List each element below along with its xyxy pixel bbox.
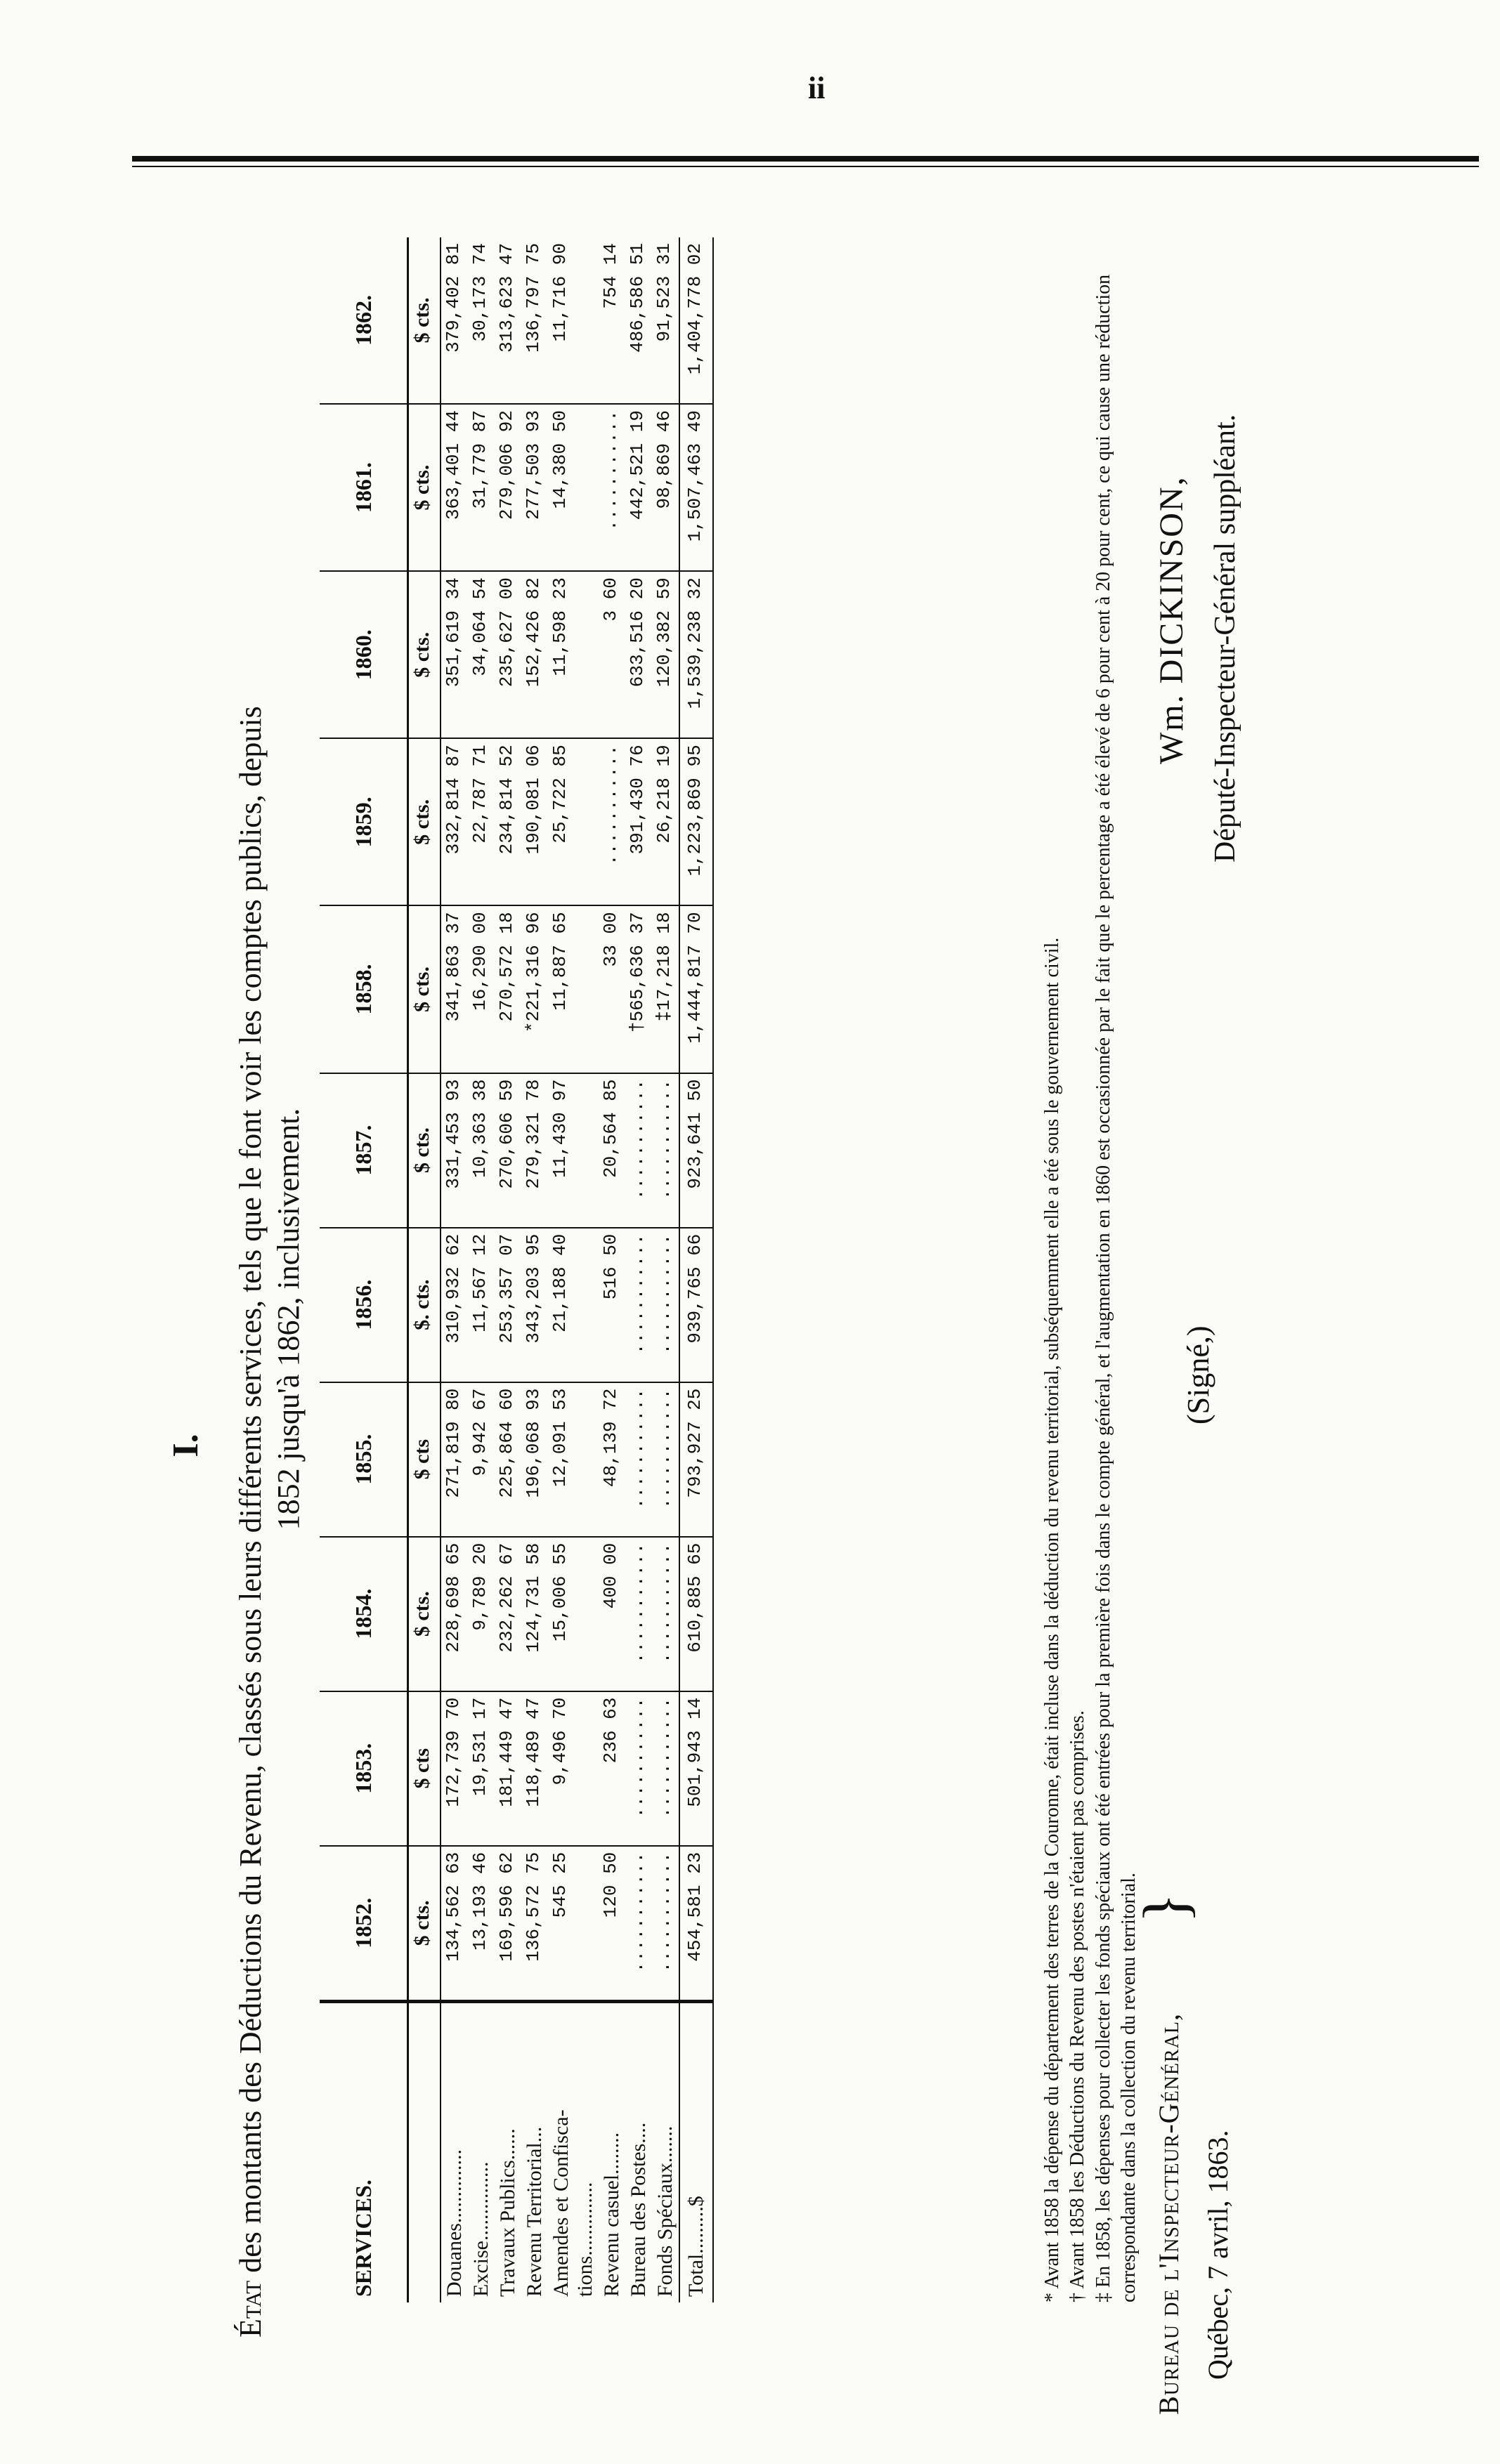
amount-cell: 442,521 19	[625, 404, 652, 571]
section-number: I.	[166, 1434, 206, 1457]
amount-cell: 313,623 47	[495, 237, 521, 404]
amount-cell: 16,290 00	[468, 905, 495, 1073]
brace: }	[1131, 1892, 1201, 1923]
amount-cell: 190,081 06	[521, 738, 548, 905]
table-row	[652, 237, 679, 2302]
amount-cell: 120,382 59	[652, 571, 679, 738]
total-cell: 610,885 65	[679, 1537, 713, 1691]
column-header-year: 1854.	[320, 1537, 408, 1691]
service-name: Douanes..............	[443, 2149, 466, 2297]
amount-cell: 9,942 67	[468, 1382, 495, 1537]
table-row	[599, 237, 625, 2302]
rotated-content	[0, 181, 1265, 2464]
column-header-year: 1853.	[320, 1691, 408, 1846]
total-cell: 793,927 25	[679, 1382, 713, 1537]
amount-cell: †565,636 37	[625, 905, 652, 1073]
signed-mark: (Signé,)	[1181, 1325, 1215, 1424]
amount-cell: ...........	[599, 404, 625, 571]
amount-cell: 20,564 85	[599, 1073, 625, 1228]
amount-cell: 11,716 90	[548, 237, 599, 404]
bureau-name: Bureau de l'Inspecteur-Général,	[1153, 2013, 1185, 2415]
top-rule-thin	[132, 166, 1479, 167]
amount-cell: 172,739 70	[441, 1691, 468, 1846]
amount-cell: 11,887 65	[548, 905, 599, 1073]
total-cell: 454,581 23	[679, 1846, 713, 2002]
amount-cell: 277,503 93	[521, 404, 548, 571]
amount-cell: 124,731 58	[521, 1537, 548, 1691]
service-name: Revenu casuel........	[600, 2132, 623, 2297]
amount-cell: 120 50	[599, 1846, 625, 2002]
amount-cell: 332,814 87	[441, 738, 468, 905]
amount-cell: ...........	[652, 1228, 679, 1382]
service-name: Excise...............	[469, 2161, 493, 2297]
unit-row	[408, 237, 441, 2302]
amount-cell: 30,173 74	[468, 237, 495, 404]
service-name: Travaux Publics......	[496, 2128, 519, 2297]
amount-cell: ...........	[652, 1382, 679, 1537]
amount-cell: 11,567 12	[468, 1228, 495, 1382]
amount-cell: 271,819 80	[441, 1382, 468, 1537]
unit-label: $ cts.	[408, 404, 441, 571]
amount-cell: 363,401 44	[441, 404, 468, 571]
column-header-year: 1860.	[320, 571, 408, 738]
total-label: Total.........$	[679, 2002, 713, 2303]
amount-cell: 13,193 46	[468, 1846, 495, 2002]
amount-cell: 343,203 95	[521, 1228, 548, 1382]
table-row	[468, 237, 495, 2302]
amount-cell: 136,572 75	[521, 1846, 548, 2002]
amount-cell: 31,779 87	[468, 404, 495, 571]
amount-cell: 14,380 50	[548, 404, 599, 571]
amount-cell: 754 14	[599, 237, 625, 404]
amount-cell: 545 25	[548, 1846, 599, 2002]
amount-cell: 26,218 19	[652, 738, 679, 905]
amount-cell: ...........	[625, 1846, 652, 2002]
amount-cell: 98,869 46	[652, 404, 679, 571]
amount-cell: 633,516 20	[625, 571, 652, 738]
total-cell: 1,539,238 32	[679, 571, 713, 738]
amount-cell: 15,006 55	[548, 1537, 599, 1691]
column-header-year: 1858.	[320, 905, 408, 1073]
amount-cell: 391,430 76	[625, 738, 652, 905]
amount-cell: 400 00	[599, 1537, 625, 1691]
amount-cell: *221,316 96	[521, 905, 548, 1073]
table-row	[441, 237, 468, 2302]
amount-cell: 19,531 17	[468, 1691, 495, 1846]
amount-cell: 9,496 70	[548, 1691, 599, 1846]
amount-cell: ...........	[625, 1073, 652, 1228]
amount-cell: 169,596 62	[495, 1846, 521, 2002]
amount-cell: 25,722 85	[548, 738, 599, 905]
total-cell: 939,765 66	[679, 1228, 713, 1382]
amount-cell: 152,426 82	[521, 571, 548, 738]
amount-cell: 21,188 40	[548, 1228, 599, 1382]
amount-cell: ‡17,218 18	[652, 905, 679, 1073]
page-number: ii	[808, 71, 826, 105]
total-cell: 1,507,463 49	[679, 404, 713, 571]
table-title	[232, 301, 307, 2338]
place-date: Québec, 7 avril, 1863.	[1202, 2130, 1234, 2380]
service-name: Revenu Territorial...	[523, 2126, 546, 2297]
footnote-star: * Avant 1858 la dépense du département des terres de la Couronne, était incluse dans la déduction du revenu territorial, subséquemment elle a été sous le gouvernement civil.	[1041, 937, 1063, 2302]
column-header-year: 1852.	[320, 1846, 408, 2002]
signatory-name: Wm. DICKINSON,	[1153, 476, 1190, 764]
unit-label: $ cts.	[408, 237, 441, 404]
amount-cell: ...........	[652, 1846, 679, 2002]
amount-cell: ...........	[625, 1691, 652, 1846]
footnote-double-dagger: ‡ En 1858, les dépenses pour collecter les fonds spéciaux ont été entrées pour la première fois dans le compte général, et l'augmentation en 1860 est occasionnée par le fait que le percentage a été élevé de 6 pour cent à 20 pour cent, ce qui cause une réduction correspondante dans la collection du revenu territorial.	[1092, 274, 1140, 2302]
amount-cell: 270,606 59	[495, 1073, 521, 1228]
amount-cell: ...........	[652, 1691, 679, 1846]
table-row	[521, 237, 548, 2302]
table-row	[548, 237, 599, 2302]
unit-label: $ cts.	[408, 905, 441, 1073]
amount-cell: ...........	[625, 1537, 652, 1691]
amount-cell: 253,357 07	[495, 1228, 521, 1382]
amount-cell: 232,262 67	[495, 1537, 521, 1691]
column-header-year: 1862.	[320, 237, 408, 404]
total-cell: 1,223,869 95	[679, 738, 713, 905]
amount-cell: 9,789 20	[468, 1537, 495, 1691]
amount-cell: 10,363 38	[468, 1073, 495, 1228]
total-cell: 1,404,778 02	[679, 237, 713, 404]
table-row	[495, 237, 521, 2302]
amount-cell: 34,064 54	[468, 571, 495, 738]
footnote-dagger: † Avant 1858 les Déductions du Revenu des postes n'étaient pas comprises.	[1067, 1710, 1089, 2302]
service-name: Amendes et Confisca- tions..............	[549, 2109, 596, 2297]
amount-cell: 310,932 62	[441, 1228, 468, 1382]
amount-cell: 236 63	[599, 1691, 625, 1846]
unit-label: $ cts.	[408, 1846, 441, 2002]
amount-cell: 379,402 81	[441, 237, 468, 404]
amount-cell: ...........	[599, 738, 625, 905]
amount-cell: 341,863 37	[441, 905, 468, 1073]
unit-label: $. cts.	[408, 1228, 441, 1382]
title-line-2: 1852 jusqu'à 1862, inclusivement.	[270, 1108, 306, 1531]
unit-label: $ cts	[408, 1382, 441, 1537]
unit-label	[408, 2002, 441, 2303]
header-row	[320, 237, 408, 2302]
amount-cell: 136,797 75	[521, 237, 548, 404]
unit-label: $ cts.	[408, 571, 441, 738]
amount-cell: 11,598 23	[548, 571, 599, 738]
service-name: Bureau des Postes....	[627, 2122, 650, 2297]
amount-cell: 11,430 97	[548, 1073, 599, 1228]
amount-cell: 279,321 78	[521, 1073, 548, 1228]
amount-cell: 331,453 93	[441, 1073, 468, 1228]
amount-cell: 235,627 00	[495, 571, 521, 738]
amount-cell: 118,489 47	[521, 1691, 548, 1846]
title-first-word: État	[233, 2280, 268, 2338]
revenue-deductions-table	[320, 237, 714, 2302]
amount-cell: 91,523 31	[652, 237, 679, 404]
amount-cell: 48,139 72	[599, 1382, 625, 1537]
amount-cell: ...........	[652, 1073, 679, 1228]
amount-cell: 516 50	[599, 1228, 625, 1382]
amount-cell: 33 00	[599, 905, 625, 1073]
amount-cell: 351,619 34	[441, 571, 468, 738]
column-header-year: 1855.	[320, 1382, 408, 1537]
amount-cell: 225,864 60	[495, 1382, 521, 1537]
title-line-1: des montants des Déductions du Revenu, classés sous leurs différents services, tels que le font voir les comptes publics, depuis	[233, 706, 268, 2281]
amount-cell: 134,562 63	[441, 1846, 468, 2002]
amount-cell: 270,572 18	[495, 905, 521, 1073]
total-cell: 923,641 50	[679, 1073, 713, 1228]
column-header-year: 1857.	[320, 1073, 408, 1228]
signatory-title: Député-Inspecteur-Général suppléant.	[1209, 414, 1241, 863]
amount-cell: 228,698 65	[441, 1537, 468, 1691]
column-header-services: SERVICES.	[320, 2002, 408, 2303]
service-name: Fonds Spéciaux.......	[653, 2125, 677, 2297]
amount-cell: 22,787 71	[468, 738, 495, 905]
amount-cell: 3 60	[599, 571, 625, 738]
total-cell: 501,943 14	[679, 1691, 713, 1846]
column-header-year: 1861.	[320, 404, 408, 571]
amount-cell: 12,091 53	[548, 1382, 599, 1537]
footnotes	[1040, 223, 1142, 2302]
amount-cell: 196,068 93	[521, 1382, 548, 1537]
table-row	[625, 237, 652, 2302]
amount-cell: 279,006 92	[495, 404, 521, 571]
top-rule	[132, 156, 1479, 162]
amount-cell: 181,449 47	[495, 1691, 521, 1846]
column-header-year: 1856.	[320, 1228, 408, 1382]
amount-cell: ...........	[625, 1228, 652, 1382]
unit-label: $ cts.	[408, 1073, 441, 1228]
amount-cell: 486,586 51	[625, 237, 652, 404]
amount-cell: 234,814 52	[495, 738, 521, 905]
unit-label: $ cts.	[408, 738, 441, 905]
amount-cell: ...........	[652, 1537, 679, 1691]
total-cell: 1,444,817 70	[679, 905, 713, 1073]
total-row	[679, 237, 713, 2302]
unit-label: $ cts	[408, 1691, 441, 1846]
column-header-year: 1859.	[320, 738, 408, 905]
unit-label: $ cts.	[408, 1537, 441, 1691]
amount-cell: ...........	[625, 1382, 652, 1537]
